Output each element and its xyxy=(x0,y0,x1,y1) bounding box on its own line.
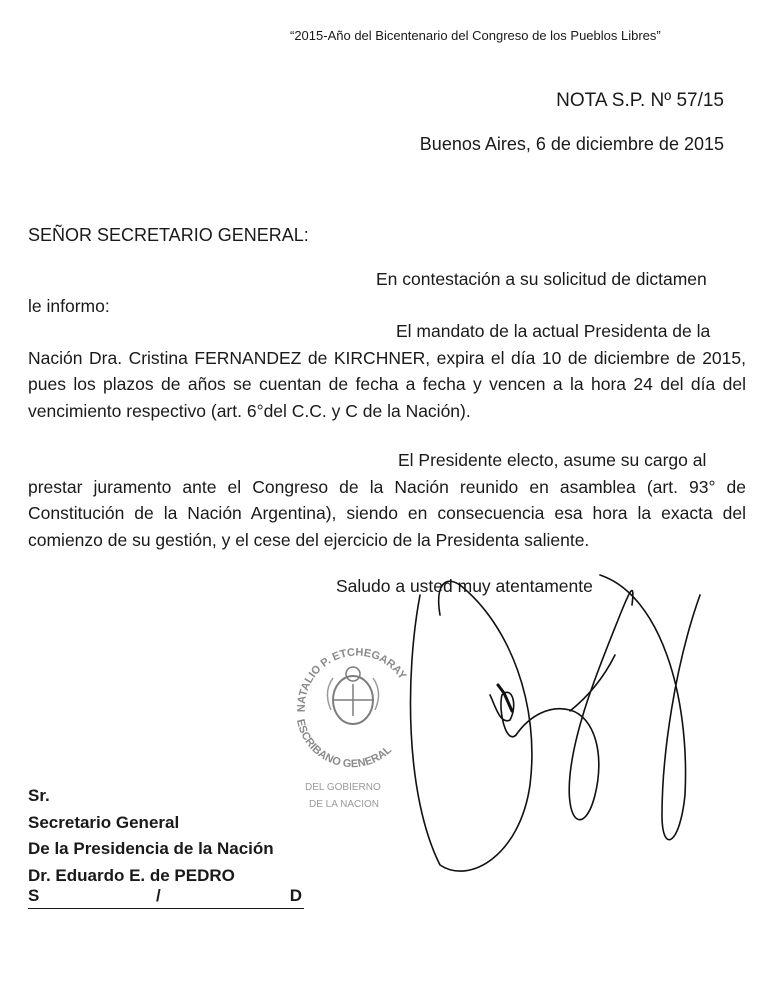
svg-text:ESCRIBANO GENERAL xyxy=(294,718,394,770)
sd-line xyxy=(28,886,304,909)
closing-line: Saludo a usted muy atentamente xyxy=(336,576,593,596)
svg-text:NATALIO P. ETCHEGARAY xyxy=(296,646,409,712)
stamp-top-arc: NATALIO P. ETCHEGARAY xyxy=(295,646,409,713)
coat-of-arms-icon xyxy=(327,667,378,724)
paragraph-1-first-line: El mandato de la actual Presidenta de la xyxy=(396,321,711,341)
recipient-line-4: Dr. Eduardo E. de PEDRO xyxy=(28,865,235,885)
intro-paragraph xyxy=(28,266,746,319)
stamp-line-2: DE LA NACION xyxy=(309,799,380,810)
recipient-block xyxy=(28,783,274,889)
paragraph-2-rest: prestar juramento ante el Congreso de la Nación reunido en asamblea (art. 93° de Constitución de la Nación Argentina), siendo en consecuencia esa hora la exacta del comienzo de su gestión, y el cese del ejercicio de la Presidenta saliente. xyxy=(28,476,746,550)
intro-line-2: le informo: xyxy=(28,295,110,316)
paragraph-1 xyxy=(28,318,746,424)
salutation: SEÑOR SECRETARIO GENERAL: xyxy=(28,225,309,245)
paragraph-2 xyxy=(28,447,746,553)
stamp-line-1: DEL GOBIERNO xyxy=(305,782,381,793)
recipient-line-3: De la Presidencia de la Nación xyxy=(28,839,274,858)
recipient-line-1: Sr. xyxy=(28,786,50,805)
sd-slash: / xyxy=(156,886,161,905)
paragraph-1-rest: Nación Dra. Cristina FERNANDEZ de KIRCHNER, expira el día 10 de diciembre de 2015, pues los plazos de años se cuentan de fecha a fecha y vencen a la hora 24 del día del vencimiento respectivo (art. 6°del C.C. y C de la Nación). xyxy=(28,347,746,421)
intro-line-1: En contestación a su solicitud de dictamen xyxy=(376,269,707,289)
nota-number: NOTA S.P. Nº 57/15 xyxy=(556,90,724,111)
stamp-bottom-arc: ESCRIBANO GENERAL xyxy=(293,717,395,771)
sd-s: S xyxy=(28,886,40,905)
place-date: Buenos Aires, 6 de diciembre de 2015 xyxy=(419,134,724,154)
sd-d: D xyxy=(289,886,302,905)
recipient-line-2: Secretario General xyxy=(28,812,180,832)
header-motto: “2015-Año del Bicentenario del Congreso de los Pueblos Libres” xyxy=(290,28,661,43)
paragraph-2-first-line: El Presidente electo, asume su cargo al xyxy=(398,450,707,470)
handwritten-signature xyxy=(400,555,710,885)
